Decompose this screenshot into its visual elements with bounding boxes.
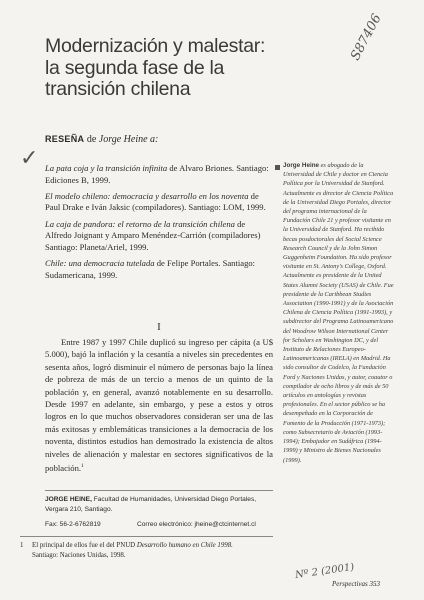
check-mark-icon: ✓ — [20, 145, 39, 170]
reference-item — [45, 191, 273, 214]
reference-details: de Alvaro Briones. Santiago: Ediciones B, 1999. — [45, 163, 269, 185]
reference-title: Chile: una democracia tutelada — [45, 257, 155, 268]
bio-text: es abogado de la Universidad de Chile y doctor en Ciencia Política por la Universidad de Stanford. Actualmente es director de Ciencia Política de la Universidad Diego Portales, director del programa internacional de la Fundación Chile 21 y profesor visitante en la Universidad de Stanford. Ha recibido becas posdoctorales del Social Science Research Council y de la John Simon Guggenheim Foundation. Ha sido profesor visitante en St. Antony's College, Oxford. Actualmente es presidente de la United States Alumni Society (USAS) de Chile. Fue presidente de la Caribbean Studies Association (1990-1991) y de la Asociación Chilena de Ciencia Política (1991-1993), y subdirector del Programa Latinoamericano del Woodrow Wilson International Center for Scholars en Washington DC, y del Instituto de Relaciones Europeo-Latinoamericanas (IRELA) en Madrid. Ha sido consultor de Codelco, la Fundación Ford y Naciones Unidas, y autor, coautor o compilador de ocho libros y de más de 50 artículos en antologías y revistas profesionales. En el sector público se ha desempeñado en la Corporación de Fomento de la Producción (1971-1973); como Subsecretario de Aviación (1993-1994); Embajador en Sudáfrica (1994-1999) y Ministro de Bienes Nacionales (1999). — [283, 162, 394, 464]
reference-title: La caja de pandora: el retorno de la transición chilena — [45, 218, 235, 229]
review-keyword: RESEÑA — [45, 134, 85, 144]
article-title — [45, 36, 285, 101]
reference-item — [45, 219, 273, 254]
title-line-2: la segunda fase de la — [45, 56, 225, 79]
footnote-italic: Desarrollo humano en Chile 1998. — [136, 542, 233, 549]
footnote-number: 1 — [20, 542, 24, 549]
reference-item — [45, 163, 273, 186]
footnote-line-2: Santiago: Naciones Unidas, 1998. — [32, 551, 126, 559]
title-line-1: Modernización y malestar: — [45, 35, 266, 57]
body-paragraph — [45, 336, 273, 474]
author-bio-sidebar — [283, 161, 395, 465]
footnote-text: El principal de ellos fue el del PNUD — [32, 542, 137, 549]
handwritten-issue-note: Nº 2 (2001) — [294, 561, 355, 582]
handwritten-catalog-code: S87406 — [348, 11, 385, 64]
section-number: I — [157, 321, 161, 333]
reference-item — [45, 258, 273, 281]
author-affiliation — [45, 495, 273, 516]
footnote-divider — [20, 536, 273, 537]
review-author: Jorge Heine a: — [98, 134, 159, 145]
body-text: Entre 1987 y 1997 Chile duplicó su ingreso per cápita (a U$ 5.000), bajó la inflación y la cesantía a niveles sin precedentes en sesenta años, logró disminuir el número de personas bajo la línea de pobreza de más de un tercio a menos de un quinto de la población y, en general, avanzó notablemente en su desarrollo. Desde 1997 en adelante, sin embargo, y pese a estos y otros logros en lo que muchos observadores consideran ser una de las más exitosas y emblemáticas transiciones a la democracia de los noventa, distintos estudios han demostrado la existencia de altos niveles de alienación y malestar en sectores significativos de la población. — [45, 337, 273, 473]
title-line-3: transición chilena — [45, 78, 191, 100]
reference-details: de Felipe Portales. Santiago: Sudamericana, 1999. — [45, 257, 256, 280]
review-prefix: de — [84, 134, 99, 145]
footnote — [20, 541, 280, 560]
review-heading — [45, 134, 158, 145]
page-footer: Perspectivas 353 — [332, 580, 381, 588]
reviewed-books-list — [45, 163, 273, 286]
reference-details: de Paul Drake e Iván Jaksic (compiladores). Santiago: LOM, 1999. — [45, 190, 266, 213]
divider — [45, 490, 273, 491]
fax-number: Fax: 56-2-6762819 — [45, 521, 101, 528]
bullet-square-icon — [275, 165, 280, 170]
reference-title: La pata coja y la transición infinita — [45, 163, 168, 173]
reference-title: El modelo chileno: democracia y desarrollo en los noventa — [45, 190, 249, 201]
author-name: JORGE HEINE, — [45, 496, 92, 503]
bio-name: Jorge Heine — [283, 162, 320, 169]
author-address: Facultad de Humanidades, Universidad Diego Portales, Vergara 210, Santiago. — [45, 496, 257, 514]
author-contact — [45, 521, 285, 528]
email-address: Correo electrónico: jheine@ctcinternet.cl — [137, 521, 256, 528]
reference-details: de Alfredo Joignant y Amparo Menéndez-Carrión (compiladores) Santiago: Planeta/Ariel, 1999. — [45, 218, 261, 252]
footnote-ref: 1 — [81, 463, 84, 470]
